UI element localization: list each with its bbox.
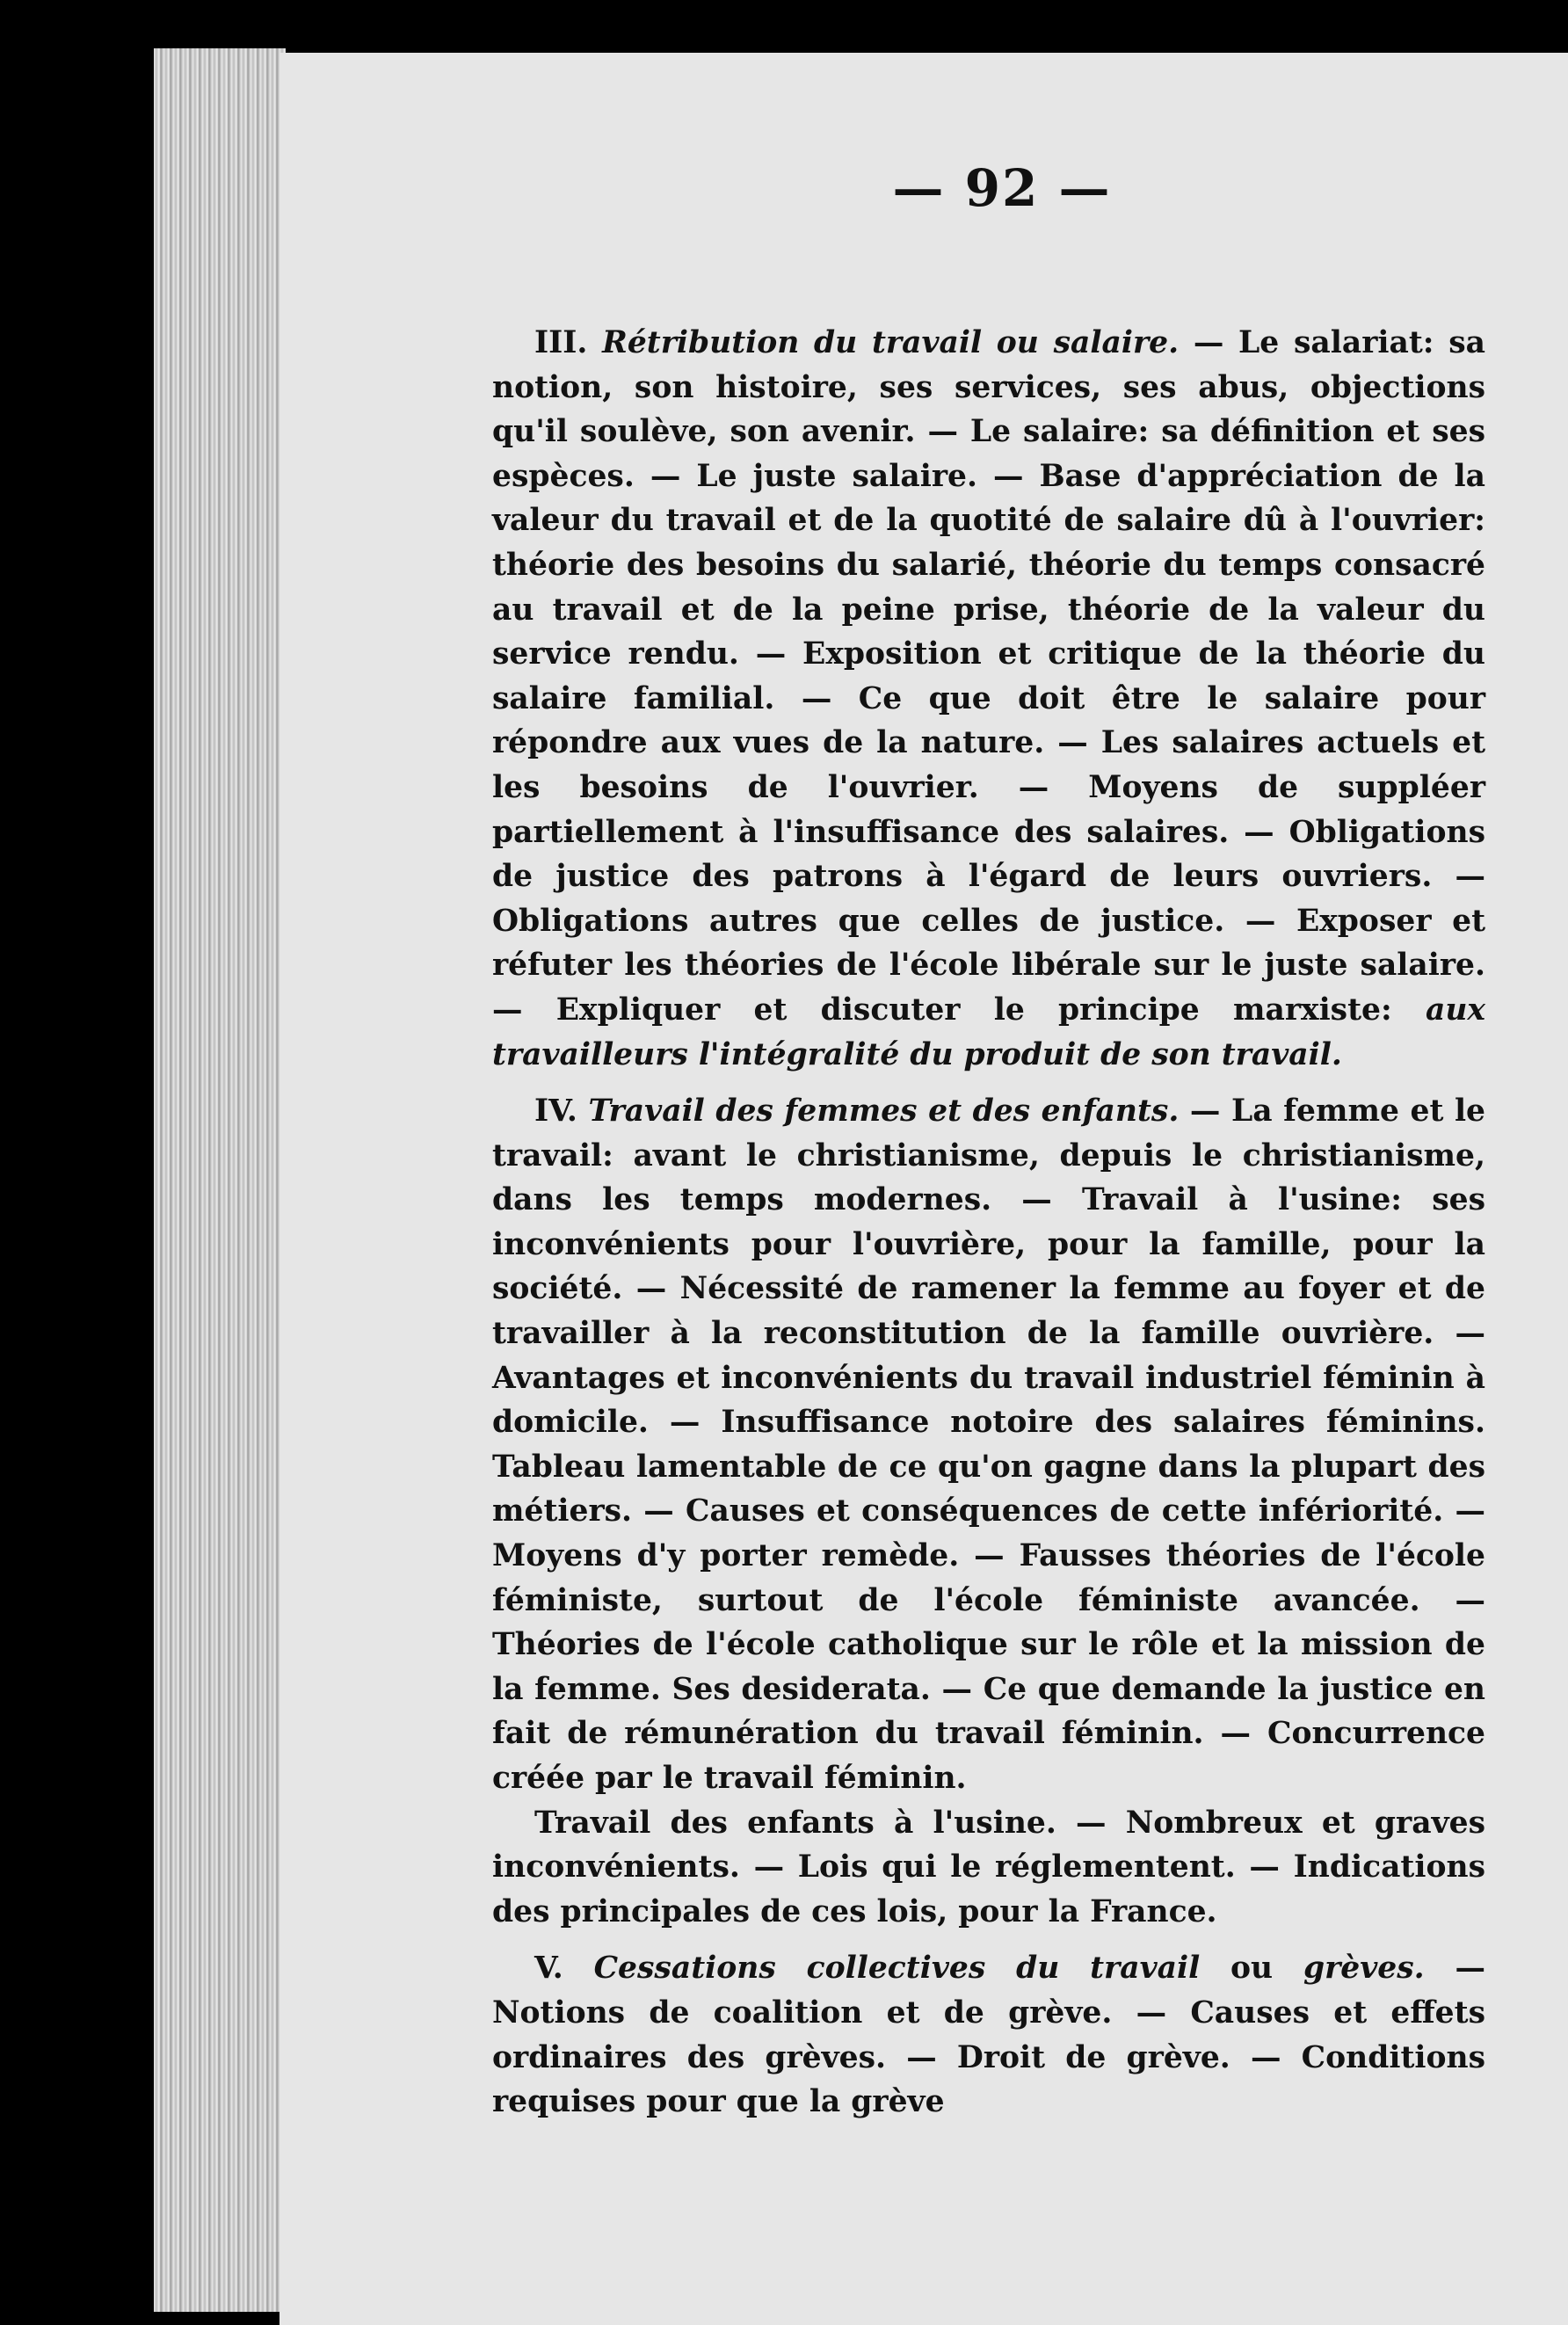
text-run: ou (1200, 1951, 1303, 1987)
section-numeral: V. (534, 1951, 594, 1987)
section-v-paragraph (492, 1946, 1485, 2124)
body-text (492, 321, 1485, 2125)
section-title: Travail des femmes et des enfants. (588, 1093, 1180, 1130)
text-run: Travail des enfants à l'usine. — Nombreux et graves inconvénients. — Lois qui le réglementent. — Indications des principales de ces lois, pour la France. (492, 1805, 1485, 1929)
text-run: — La femme et le travail: avant le christianisme, depuis le christianisme, dans les temps modernes. — Travail à l'usine: ses inconvénients pour l'ouvrière, pour la famille, pour la société. — Nécessité de ramener la femme au foyer et de travailler à la reconstitution de la famille ouvrière. — Avantages et inconvénients du travail industriel féminin à domicile. — Insuffisance notoire des salaires féminins. Tableau lamentable de ce qu'on gagne dans la plupart des métiers. — Causes et conséquences de cette infériorité. — Moyens d'y porter remède. — Fausses théories de l'école féministe, surtout de l'école féministe avancée. — Théories de l'école catholique sur le rôle et la mission de la femme. Ses desiderata. — Ce que demande la justice en fait de rémunération du travail féminin. — Concurrence créée par le travail féminin. (492, 1093, 1486, 1796)
section-numeral: IV. (534, 1093, 589, 1130)
page-number: — 92 — (892, 158, 1112, 218)
section-title: Cessations collectives du travail (593, 1951, 1201, 1987)
text-run: — Le salariat: sa notion, son histoire, ses services, ses abus, objections qu'il soulève, son avenir. — Le salaire: sa définition et ses espèces. — Le juste salaire. — Base d'appréciation de la valeur du travail et de la quotité de salaire dû à l'ouvrier: théorie des besoins du salarié, théorie du temps consacré au travail et de la peine prise, théorie de la valeur du service rendu. — Exposition et critique de la théorie du salaire familial. — Ce que doit être le salaire pour répondre aux vues de la nature. — Les salaires actuels et les besoins de l'ouvrier. — Moyens de suppléer partiellement à l'insuffisance des salaires. — Obligations de justice des patrons à l'égard de leurs ouvriers. — Obligations autres que celles de justice. — Exposer et réfuter les théories de l'école libérale sur le juste salaire. — Expliquer et discuter le principe marxiste: (492, 325, 1486, 1028)
section-iv-children-paragraph (492, 1801, 1485, 1935)
text-run: grèves. (1303, 1951, 1425, 1987)
section-iv-paragraph (492, 1089, 1485, 1801)
section-numeral: III. (534, 325, 603, 360)
section-title: Rétribution du travail ou salaire. (602, 325, 1180, 360)
section-iii-paragraph (492, 321, 1485, 1077)
text-run: aux travailleurs l'intégralité du produit de son travail. (492, 992, 1485, 1072)
text-run: — Notions de coalition et de grève. — Causes et effets ordinaires des grèves. — Droit de grève. — Conditions requises pour que la grève (492, 1951, 1485, 2120)
book-page-edges (154, 48, 286, 2312)
